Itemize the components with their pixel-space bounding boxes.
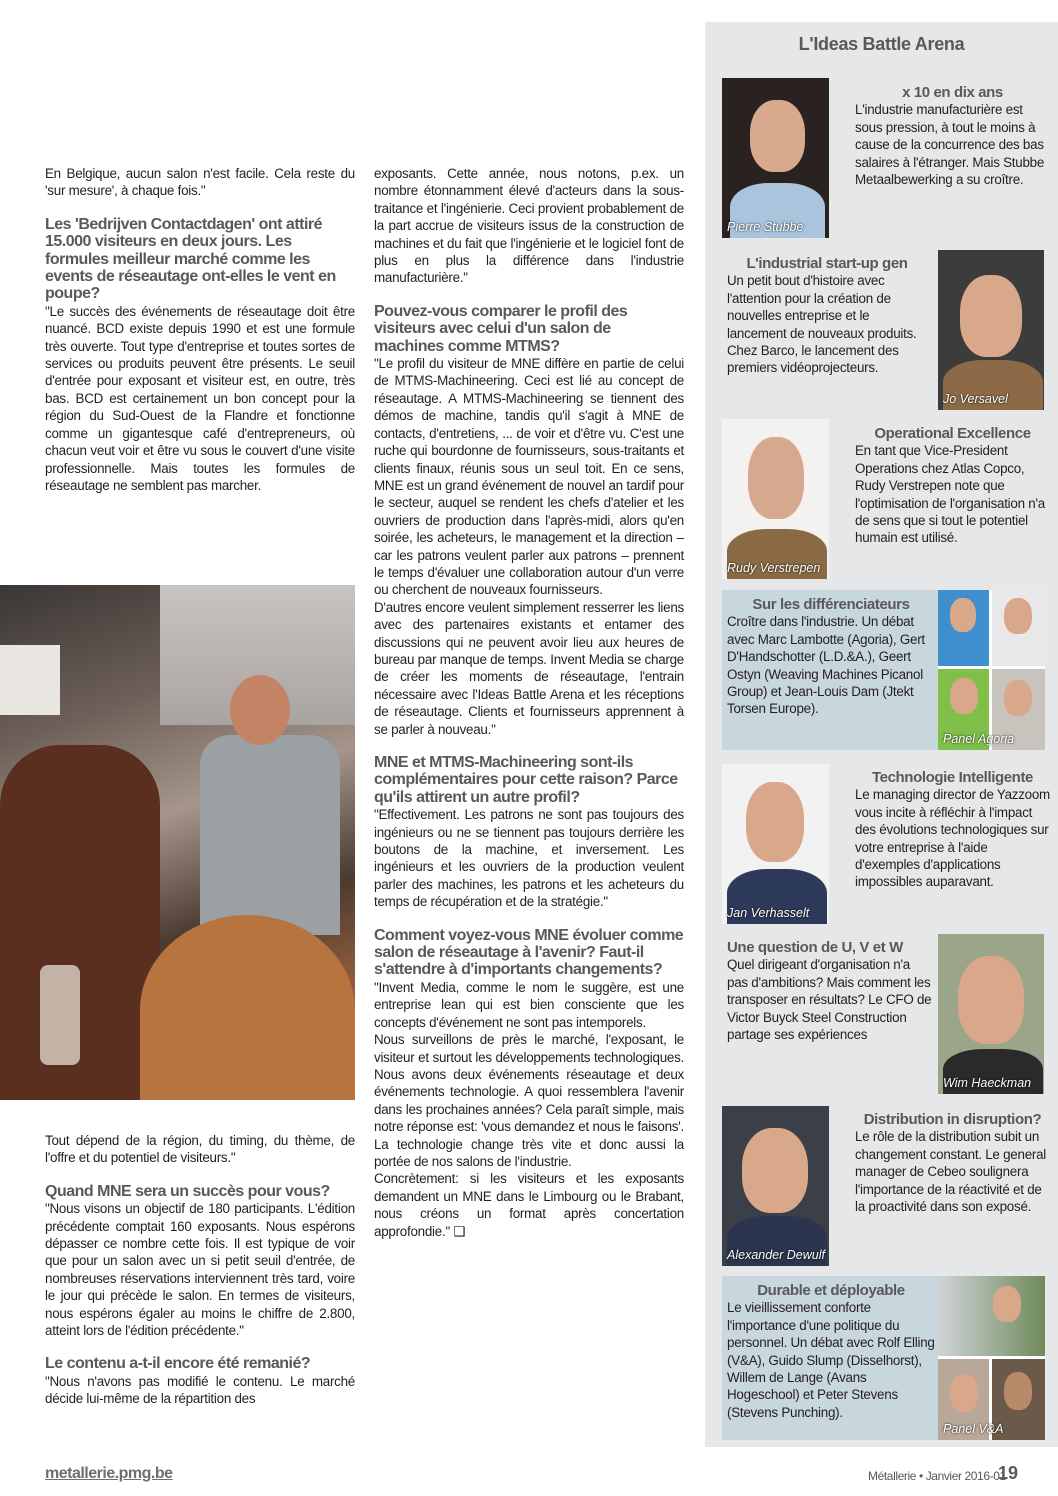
item-heading: Operational Excellence	[874, 425, 1031, 442]
photo-caption: Jan Verhasselt	[727, 906, 810, 920]
question-heading: Les 'Bedrijven Contactdagen' ont attiré 15.000 visiteurs en deux jours. Les formules meilleur marché comme les events de réseautage ont-elles le vent en poupe?	[45, 215, 336, 303]
paragraph: "Invent Media, comme le nom le suggère, est une entreprise lean qui est bien consciente que les concepts d'événement ne sont pas intemporels.	[374, 979, 684, 1030]
item-heading: Technologie Intelligente	[872, 769, 1033, 786]
item-text: Un petit bout d'histoire avec l'attention pour la création de nouvelles entreprise et le lancement de nouveaux produits. Chez Barco, le lancement des premiers vidéoprojecteurs.	[727, 273, 917, 376]
paragraph: "Nous n'avons pas modifié le contenu. Le marché décide lui-même de la répartition des	[45, 1373, 355, 1407]
question-heading: Le contenu a-t-il encore été remanié?	[45, 1355, 311, 1373]
paragraph: D'autres encore veulent simplement resserrer les liens avec des partenaires existants et entamer des discussions qui ne peuvent avoir lieu aux heures de bureau par manque de temps. Invent Media se charge de créer les moments de réseautage, l'entrain nécessaire avec l'Ideas Battle Arena et les réceptions de réseautage. Clients et fournisseurs apprennent à se parler à nouveau."	[374, 599, 684, 737]
sidebar-item	[727, 1282, 935, 1421]
panel-photo	[938, 1276, 1045, 1440]
item-heading: Une question de U, V et W	[727, 939, 903, 956]
footer-website-link[interactable]: metallerie.pmg.be	[45, 1465, 173, 1482]
paragraph: En Belgique, aucun salon n'est facile. Cela reste du 'sur mesure', à chaque fois."	[45, 166, 355, 199]
paragraph: Concrètement: si les visiteurs et les exposants demandent un MNE dans le Limbourg ou le Brabant, nous créons un format après concertation approfondie." ❑	[374, 1171, 684, 1239]
sidebar-item	[855, 769, 1050, 891]
paragraph: exposants. Cette année, nous notons, p.ex. un nombre étonnamment élevé d'acteurs dans la sous-traitance et l'ingénierie. Ceci provient probablement de la part accrue de visiteurs issus de la construction de machines et du fait que l'ingénierie et le logiciel font de plus en plus la différence dans l'industrie manufacturière."	[374, 166, 684, 286]
speaker-photo	[722, 78, 829, 238]
column-1-top	[45, 165, 355, 494]
photo-caption: Jo Versavel	[943, 392, 1008, 406]
speaker-photo	[938, 250, 1044, 410]
photo-caption: Panel Agoria	[943, 732, 1015, 746]
sidebar-item	[855, 425, 1050, 547]
page-number: 19	[998, 1463, 1019, 1483]
speaker-photo	[722, 419, 829, 579]
paragraph: Nous surveillons de près le marché, l'exposant, le visiteur et surtout les développements technologiques. Nous avons deux événements réseautage et deux événements technologie. A quoi ressemblera l'avenir dans les prochaines années? Cela paraît simple, mais notre réponse est: 'vous demandez et nous le faisons'. La technologie change très vite et donc aussi la portée de nos salons de l'industrie.	[374, 1032, 684, 1169]
question-heading: MNE et MTMS-Machineering sont-ils complémentaires pour cette raison? Parce qu'ils attirent un autre profil?	[374, 754, 678, 806]
item-heading: L'industrial start-up gen	[746, 255, 908, 272]
sidebar-title: L'Ideas Battle Arena	[798, 34, 965, 54]
question-heading: Comment voyez-vous MNE évoluer comme salon de réseautage à l'avenir? Faut-il s'attendre à d'importants changements?	[374, 926, 684, 979]
question-heading: Quand MNE sera un succès pour vous?	[45, 1182, 330, 1200]
item-text: Le vieillissement conforte l'importance d'une politique du personnel. Un débat avec Rolf Elling (V&A), Guido Slump (Disselhorst), Willem de Lange (Avans Hogeschool) et Peter Stevens (Stevens Punching).	[727, 1300, 935, 1420]
column-2	[374, 165, 684, 1240]
paragraph: Tout dépend de la région, du timing, du thème, de l'offre et du potentiel de visiteurs."	[45, 1133, 355, 1166]
photo-caption: Wim Haeckman	[943, 1076, 1032, 1090]
sidebar-ideas-battle-arena	[705, 22, 1058, 1447]
paragraph: "Effectivement. Les patrons ne sont pas toujours des ingénieurs ou ne se tiennent pas toujours derrière les boutons de la machine, et inversement. Les ingénieurs et les ouvriers de la production veulent parler des machines, les patrons et les acheteurs du temps de récupération et de la stratégie."	[374, 807, 684, 910]
sidebar-item	[727, 596, 935, 718]
speaker-photo	[722, 764, 829, 924]
item-heading: Durable et déployable	[757, 1282, 905, 1299]
photo-caption: Pierre Stubbe	[727, 220, 804, 234]
sidebar-item	[855, 84, 1050, 188]
item-heading: Sur les différenciateurs	[752, 596, 910, 613]
column-1-bottom	[45, 1132, 355, 1408]
item-heading: x 10 en dix ans	[902, 84, 1003, 101]
speaker-photo	[722, 1106, 829, 1266]
item-text: Croître dans l'industrie. Un débat avec Marc Lambotte (Agoria), Gert D'Handschotter (L.D.&A.), Geert Ostyn (Weaving Machines Picanol Group) et Jean-Louis Dam (Jtekt Torsen Europe).	[727, 614, 925, 717]
photo-caption: Alexander Dewulf	[727, 1248, 825, 1262]
sidebar-item	[855, 1111, 1050, 1215]
footer-magazine-issue: Métallerie • Janvier 2016-01	[868, 1469, 1006, 1483]
sidebar-item	[727, 255, 927, 377]
item-text: Le rôle de la distribution subit un changement constant. Le general manager de Cebeo soulignera l'importance de la réactivité et de la proactivité dans son exposé.	[855, 1129, 1047, 1215]
question-heading: Pouvez-vous comparer le profil des visiteurs avec celui d'un salon de machines comme MTMS?	[374, 302, 628, 355]
sidebar-item	[727, 939, 932, 1043]
speaker-photo	[938, 934, 1044, 1094]
item-text: En tant que Vice-President Operations chez Atlas Copco, Rudy Verstrepen note que l'optimisation de l'organisation n'a de sens que si tout le potentiel humain est utilisé.	[855, 443, 1045, 546]
item-text: L'industrie manufacturière est sous pression, à tout le moins à cause de la concurrence des bas salaires à l'étranger. Mais Stubbe Metaalbewerking a su croître.	[855, 102, 1045, 188]
item-text: Le managing director de Yazzoom vous incite à réfléchir à l'impact des évolutions technologiques sur votre entreprise à l'aide d'exemples d'applications impossibles auparavant.	[855, 787, 1050, 890]
paragraph: "Le succès des événements de réseautage doit être nuancé. BCD existe depuis 1990 et est une formule très ouverte. Tout type d'entreprise et toutes sortes de services ou produits peuvent être présents. Le seuil d'entrée pour exposant et visiteur est, en outre, très bas. BCD est certainement un bon concept pour la région du Sud-Ouest de la Flandre et fonctionne comme un gigantesque café d'entrepreneurs, où chacun veut voir et être vu sous le couvert d'une visite professionnelle. Mais toutes les formules de réseautage ne semblent pas marcher.	[45, 303, 355, 493]
event-photo	[0, 585, 355, 1100]
item-text: Quel dirigeant d'organisation n'a pas d'ambitions? Mais comment les transposer en résultats? Le CFO de Victor Buyck Steel Construction partage ses expériences	[727, 957, 932, 1043]
panel-photo	[938, 590, 1045, 750]
photo-caption: Panel V&A	[943, 1422, 1004, 1436]
item-heading: Distribution in disruption?	[863, 1111, 1042, 1128]
paragraph: "Le profil du visiteur de MNE diffère en partie de celui de MTMS-Machineering. Ceci est lié au concept de réseautage. A MTMS-Machineering se tiennent des démos de machine, tandis qu'il s'agit à MNE de contacts, d'entretiens, ... de voir et d'être vu. C'est une ruche qui bourdonne de fournisseurs, sous-traitants et clients finaux, réunis sous un seul toit. En ce sens, MNE est un grand événement de nouvel an tardif pour le secteur, auquel se rendent les chefs d'atelier et les ouvriers de production dans l'après-midi, alors qu'en soirée, les acheteurs, le management et la direction – car les patrons veulent parler aux patrons – prennent le temps d'évaluer une collaboration autour d'un verre ou cherchent de nouveaux fournisseurs.	[374, 356, 684, 598]
paragraph: "Nous visons un objectif de 180 participants. L'édition précédente comptait 160 exposants. Nous espérons dépasser ce nombre cette fois. Il est typique de voir que pour un salon avec un si petit seuil d'entrée, de nombreuses réservations interviennent très tard, voire le jour qui précède le salon. En termes de visiteurs, nous espérons égaler au moins le chiffre de 2.800, atteint lors de l'édition précédente."	[45, 1201, 355, 1339]
photo-caption: Rudy Verstrepen	[727, 561, 821, 575]
